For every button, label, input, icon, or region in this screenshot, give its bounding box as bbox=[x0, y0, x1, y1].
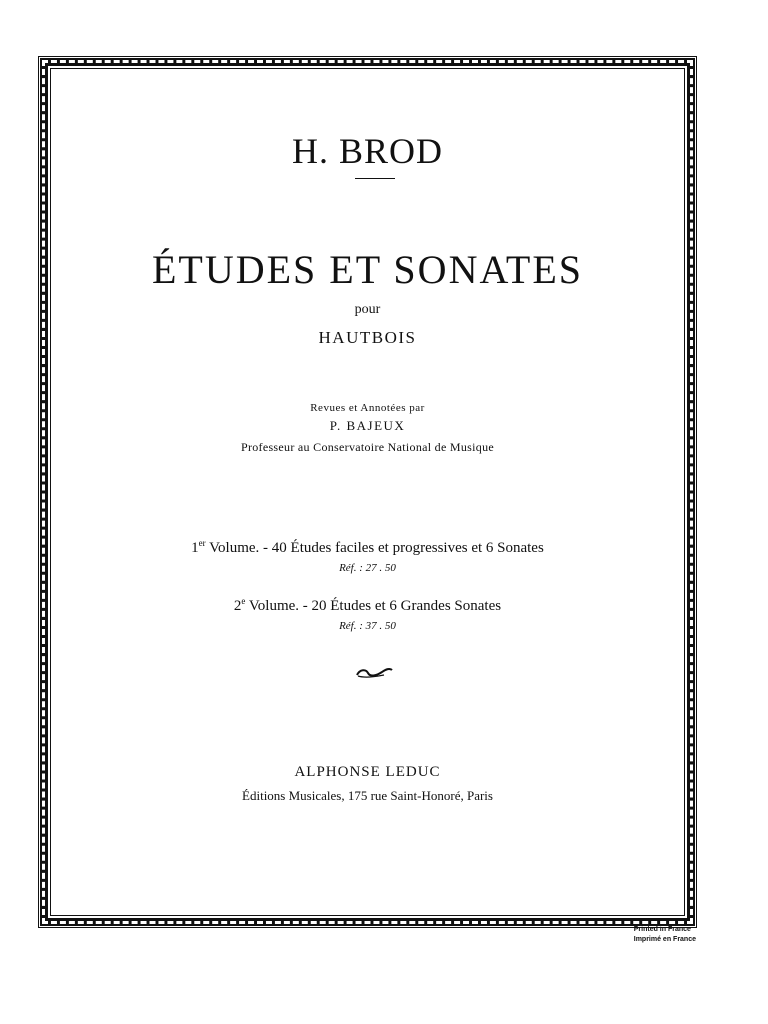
volume-1-text: Volume. - 40 Études faciles et progressives et 6 Sonates bbox=[205, 540, 544, 556]
work-title: ÉTUDES ET SONATES bbox=[151, 247, 584, 292]
volume-2-ref: Réf. : 37 . 50 bbox=[339, 620, 396, 632]
printed-in-france: Printed in France bbox=[633, 926, 691, 933]
title-page bbox=[48, 66, 687, 918]
printed-in-notice bbox=[634, 925, 696, 945]
imprime-en-france: Imprimé en France bbox=[633, 936, 696, 943]
publisher-name: ALPHONSE LEDUC bbox=[294, 764, 441, 780]
publisher-address: Éditions Musicales, 175 rue Saint-Honoré, Paris bbox=[242, 788, 493, 803]
divider-rule bbox=[355, 178, 395, 179]
editor-name: P. BAJEUX bbox=[329, 418, 406, 433]
volume-2-number: 2 bbox=[233, 598, 242, 614]
revised-by-label: Revues et Annotées par bbox=[310, 402, 425, 414]
volume-1-ref: Réf. : 27 . 50 bbox=[339, 562, 396, 574]
volume-1-line bbox=[48, 538, 687, 557]
volume-2-line bbox=[48, 596, 687, 615]
editor-title: Professeur au Conservatoire National de Musique bbox=[240, 440, 495, 454]
volume-1-ordinal: er bbox=[198, 538, 206, 548]
composer-name: H. BROD bbox=[291, 131, 444, 171]
volume-2-ordinal: e bbox=[241, 596, 246, 606]
volume-1-number: 1 bbox=[191, 540, 199, 556]
pour-label: pour bbox=[354, 302, 381, 317]
volume-2-text: Volume. - 20 Études et 6 Grandes Sonates bbox=[245, 598, 502, 614]
flourish-ornament bbox=[354, 664, 394, 680]
instrument-name: HAUTBOIS bbox=[318, 328, 417, 347]
